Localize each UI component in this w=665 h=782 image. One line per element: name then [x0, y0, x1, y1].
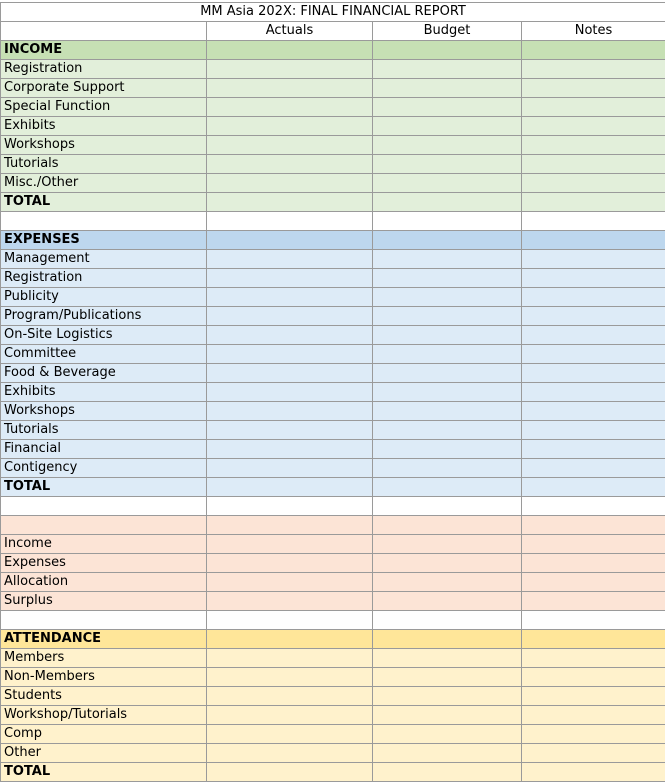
- line-item-row: [1, 554, 665, 573]
- row-label: Committee: [1, 345, 207, 364]
- line-item-row: [1, 326, 665, 345]
- row-label: Allocation: [1, 573, 207, 592]
- budget-cell[interactable]: [373, 174, 522, 193]
- budget-cell[interactable]: [373, 440, 522, 459]
- line-item-row: [1, 174, 665, 193]
- notes-cell[interactable]: [522, 174, 665, 193]
- budget-cell[interactable]: [373, 60, 522, 79]
- budget-cell[interactable]: [373, 516, 522, 535]
- notes-cell[interactable]: [522, 383, 665, 402]
- row-label: Corporate Support: [1, 79, 207, 98]
- row-label: Members: [1, 649, 207, 668]
- notes-cell[interactable]: [522, 60, 665, 79]
- actuals-cell[interactable]: [207, 117, 373, 136]
- budget-cell[interactable]: [373, 630, 522, 649]
- spacer-row: [1, 497, 665, 516]
- section-header-summary: [1, 516, 665, 535]
- line-item-row: [1, 706, 665, 725]
- row-label: INCOME: [1, 41, 207, 60]
- row-label: Comp: [1, 725, 207, 744]
- budget-cell[interactable]: [373, 79, 522, 98]
- budget-cell[interactable]: [373, 307, 522, 326]
- line-item-row: [1, 269, 665, 288]
- line-item-row: [1, 725, 665, 744]
- budget-cell[interactable]: [373, 687, 522, 706]
- line-item-row: [1, 79, 665, 98]
- section-header-income: [1, 41, 665, 60]
- line-item-row: [1, 421, 665, 440]
- section-header-expenses: [1, 231, 665, 250]
- total-row-income: [1, 193, 665, 212]
- title-row: [1, 3, 665, 22]
- row-label: Income: [1, 535, 207, 554]
- line-item-row: [1, 364, 665, 383]
- notes-cell[interactable]: [522, 79, 665, 98]
- actuals-cell[interactable]: [207, 497, 373, 516]
- notes-cell[interactable]: [522, 250, 665, 269]
- line-item-row: [1, 440, 665, 459]
- row-label: Registration: [1, 269, 207, 288]
- line-item-row: [1, 250, 665, 269]
- budget-cell[interactable]: [373, 554, 522, 573]
- financial-report-table: [0, 2, 665, 782]
- report-title: MM Asia 202X: FINAL FINANCIAL REPORT: [1, 3, 665, 22]
- notes-cell[interactable]: [522, 326, 665, 345]
- budget-cell[interactable]: [373, 402, 522, 421]
- row-label: Financial: [1, 440, 207, 459]
- row-label: TOTAL: [1, 193, 207, 212]
- row-label: EXPENSES: [1, 231, 207, 250]
- actuals-cell[interactable]: [207, 592, 373, 611]
- notes-cell[interactable]: [522, 611, 665, 630]
- row-label: On-Site Logistics: [1, 326, 207, 345]
- actuals-cell[interactable]: [207, 554, 373, 573]
- line-item-row: [1, 117, 665, 136]
- row-label: Publicity: [1, 288, 207, 307]
- budget-cell[interactable]: [373, 725, 522, 744]
- row-label: [1, 212, 207, 231]
- actuals-cell[interactable]: [207, 459, 373, 478]
- notes-cell[interactable]: [522, 478, 665, 497]
- total-row-attendance: [1, 763, 665, 782]
- actuals-cell[interactable]: [207, 383, 373, 402]
- budget-cell[interactable]: [373, 535, 522, 554]
- budget-cell[interactable]: [373, 364, 522, 383]
- line-item-row: [1, 98, 665, 117]
- actuals-cell[interactable]: [207, 649, 373, 668]
- notes-cell[interactable]: [522, 763, 665, 782]
- budget-cell[interactable]: [373, 136, 522, 155]
- row-label: [1, 516, 207, 535]
- row-label: Workshops: [1, 402, 207, 421]
- actuals-cell[interactable]: [207, 307, 373, 326]
- row-label: [1, 497, 207, 516]
- line-item-row: [1, 155, 665, 174]
- row-label: Workshop/Tutorials: [1, 706, 207, 725]
- actuals-cell[interactable]: [207, 706, 373, 725]
- actuals-cell[interactable]: [207, 516, 373, 535]
- line-item-row: [1, 459, 665, 478]
- notes-cell[interactable]: [522, 687, 665, 706]
- notes-cell[interactable]: [522, 402, 665, 421]
- actuals-cell[interactable]: [207, 630, 373, 649]
- budget-cell[interactable]: [373, 269, 522, 288]
- notes-cell[interactable]: [522, 440, 665, 459]
- line-item-row: [1, 345, 665, 364]
- row-label: Program/Publications: [1, 307, 207, 326]
- actuals-cell[interactable]: [207, 231, 373, 250]
- line-item-row: [1, 744, 665, 763]
- line-item-row: [1, 60, 665, 79]
- line-item-row: [1, 136, 665, 155]
- budget-cell[interactable]: [373, 345, 522, 364]
- notes-cell[interactable]: [522, 41, 665, 60]
- budget-cell[interactable]: [373, 478, 522, 497]
- actuals-cell[interactable]: [207, 98, 373, 117]
- budget-cell[interactable]: [373, 497, 522, 516]
- budget-cell[interactable]: [373, 706, 522, 725]
- line-item-row: [1, 383, 665, 402]
- report-body: [1, 3, 665, 782]
- notes-cell[interactable]: [522, 117, 665, 136]
- budget-cell[interactable]: [373, 98, 522, 117]
- notes-cell[interactable]: [522, 155, 665, 174]
- row-label: ATTENDANCE: [1, 630, 207, 649]
- actuals-cell[interactable]: [207, 744, 373, 763]
- budget-cell[interactable]: [373, 649, 522, 668]
- row-label: Other: [1, 744, 207, 763]
- budget-cell[interactable]: [373, 744, 522, 763]
- line-item-row: [1, 573, 665, 592]
- notes-cell[interactable]: [522, 535, 665, 554]
- notes-cell[interactable]: [522, 364, 665, 383]
- notes-cell[interactable]: [522, 668, 665, 687]
- section-header-attendance: [1, 630, 665, 649]
- actuals-cell[interactable]: [207, 364, 373, 383]
- budget-cell[interactable]: [373, 421, 522, 440]
- actuals-cell[interactable]: [207, 535, 373, 554]
- actuals-cell[interactable]: [207, 573, 373, 592]
- row-label: TOTAL: [1, 763, 207, 782]
- column-header-notes: Notes: [522, 22, 665, 41]
- budget-cell[interactable]: [373, 288, 522, 307]
- line-item-row: [1, 668, 665, 687]
- budget-cell[interactable]: [373, 592, 522, 611]
- budget-cell[interactable]: [373, 459, 522, 478]
- row-label: Exhibits: [1, 383, 207, 402]
- notes-cell[interactable]: [522, 98, 665, 117]
- actuals-cell[interactable]: [207, 250, 373, 269]
- line-item-row: [1, 687, 665, 706]
- column-header-row: [1, 22, 665, 41]
- notes-cell[interactable]: [522, 725, 665, 744]
- budget-cell[interactable]: [373, 611, 522, 630]
- actuals-cell[interactable]: [207, 174, 373, 193]
- row-label: [1, 611, 207, 630]
- budget-cell[interactable]: [373, 573, 522, 592]
- line-item-row: [1, 288, 665, 307]
- actuals-cell[interactable]: [207, 763, 373, 782]
- actuals-cell[interactable]: [207, 136, 373, 155]
- actuals-cell[interactable]: [207, 345, 373, 364]
- notes-cell[interactable]: [522, 288, 665, 307]
- notes-cell[interactable]: [522, 554, 665, 573]
- row-label: Misc./Other: [1, 174, 207, 193]
- row-label: Surplus: [1, 592, 207, 611]
- line-item-row: [1, 535, 665, 554]
- notes-cell[interactable]: [522, 497, 665, 516]
- column-header-budget: Budget: [373, 22, 522, 41]
- row-label: Management: [1, 250, 207, 269]
- notes-cell[interactable]: [522, 516, 665, 535]
- actuals-cell[interactable]: [207, 212, 373, 231]
- notes-cell[interactable]: [522, 421, 665, 440]
- budget-cell[interactable]: [373, 117, 522, 136]
- budget-cell[interactable]: [373, 763, 522, 782]
- notes-cell[interactable]: [522, 649, 665, 668]
- row-label: Non-Members: [1, 668, 207, 687]
- notes-cell[interactable]: [522, 592, 665, 611]
- budget-cell[interactable]: [373, 41, 522, 60]
- notes-cell[interactable]: [522, 193, 665, 212]
- actuals-cell[interactable]: [207, 288, 373, 307]
- budget-cell[interactable]: [373, 155, 522, 174]
- budget-cell[interactable]: [373, 383, 522, 402]
- row-label: Tutorials: [1, 421, 207, 440]
- row-label: TOTAL: [1, 478, 207, 497]
- line-item-row: [1, 307, 665, 326]
- notes-cell[interactable]: [522, 706, 665, 725]
- line-item-row: [1, 402, 665, 421]
- notes-cell[interactable]: [522, 307, 665, 326]
- actuals-cell[interactable]: [207, 41, 373, 60]
- actuals-cell[interactable]: [207, 611, 373, 630]
- notes-cell[interactable]: [522, 459, 665, 478]
- budget-cell[interactable]: [373, 212, 522, 231]
- row-label: Special Function: [1, 98, 207, 117]
- row-label: Food & Beverage: [1, 364, 207, 383]
- notes-cell[interactable]: [522, 744, 665, 763]
- budget-cell[interactable]: [373, 668, 522, 687]
- actuals-cell[interactable]: [207, 79, 373, 98]
- header-cell-blank: [1, 22, 207, 41]
- actuals-cell[interactable]: [207, 478, 373, 497]
- row-label: Exhibits: [1, 117, 207, 136]
- actuals-cell[interactable]: [207, 421, 373, 440]
- budget-cell[interactable]: [373, 326, 522, 345]
- budget-cell[interactable]: [373, 193, 522, 212]
- spacer-row: [1, 212, 665, 231]
- notes-cell[interactable]: [522, 231, 665, 250]
- actuals-cell[interactable]: [207, 687, 373, 706]
- row-label: Contigency: [1, 459, 207, 478]
- row-label: Expenses: [1, 554, 207, 573]
- actuals-cell[interactable]: [207, 155, 373, 174]
- budget-cell[interactable]: [373, 231, 522, 250]
- notes-cell[interactable]: [522, 269, 665, 288]
- row-label: Workshops: [1, 136, 207, 155]
- actuals-cell[interactable]: [207, 402, 373, 421]
- actuals-cell[interactable]: [207, 725, 373, 744]
- row-label: Registration: [1, 60, 207, 79]
- actuals-cell[interactable]: [207, 193, 373, 212]
- column-header-actuals: Actuals: [207, 22, 373, 41]
- actuals-cell[interactable]: [207, 440, 373, 459]
- row-label: Students: [1, 687, 207, 706]
- actuals-cell[interactable]: [207, 269, 373, 288]
- notes-cell[interactable]: [522, 345, 665, 364]
- line-item-row: [1, 592, 665, 611]
- row-label: Tutorials: [1, 155, 207, 174]
- actuals-cell[interactable]: [207, 326, 373, 345]
- actuals-cell[interactable]: [207, 60, 373, 79]
- budget-cell[interactable]: [373, 250, 522, 269]
- notes-cell[interactable]: [522, 136, 665, 155]
- line-item-row: [1, 649, 665, 668]
- spacer-row: [1, 611, 665, 630]
- actuals-cell[interactable]: [207, 668, 373, 687]
- total-row-expenses: [1, 478, 665, 497]
- notes-cell[interactable]: [522, 573, 665, 592]
- notes-cell[interactable]: [522, 630, 665, 649]
- notes-cell[interactable]: [522, 212, 665, 231]
